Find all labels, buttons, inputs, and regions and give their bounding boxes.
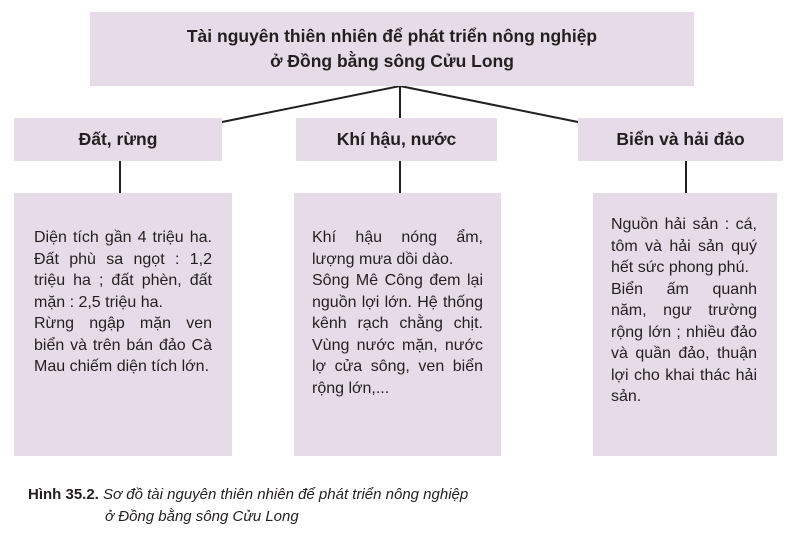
diagram-title-line1: Tài nguyên thiên nhiên để phát triển nông nghiệp [186,26,598,46]
category-label: Biển và hải đảo [616,129,745,149]
detail-paragraph: Diện tích gần 4 triệu ha. Đất phù sa ngọt : 1,2 triệu ha ; đất phèn, đất mặn : 2,5 triệu ha. [34,229,212,311]
detail-box-khi-hau-nuoc [294,193,501,456]
figure-caption-line1: Sơ đồ tài nguyên thiên nhiên để phát triển nông nghiệp [103,486,469,503]
category-box-bien-hai-dao [578,118,783,161]
category-label: Khí hậu, nước [336,129,457,149]
detail-paragraph: Biển ấm quanh năm, ngư trường rộng lớn ; nhiều đảo và quần đảo, thuận lợi cho khai thác hải sản. [611,280,757,405]
category-box-khi-hau-nuoc [296,118,497,161]
diagram-title-line2: ở Đồng bằng sông Cửu Long [270,51,514,71]
detail-box-dat-rung [14,193,232,456]
figure-caption [28,484,468,528]
detail-paragraph: Nguồn hải sản : cá, tôm và hải sản quý hết sức phong phú. [611,216,757,276]
figure-caption-label: Hình 35.2. [28,486,99,503]
category-box-dat-rung [14,118,222,161]
detail-box-bien-hai-dao [593,193,777,456]
connector-line-right [400,86,578,122]
detail-paragraph: Rừng ngập mặn ven biển và trên bán đảo Cà Mau chiếm diện tích lớn. [34,315,212,375]
detail-paragraph: Sông Mê Công đem lại nguồn lợi lớn. Hệ thống kênh rạch chằng chịt. Vùng nước mặn, nước lợ cửa sông, ven biển rộng lớn,... [312,272,483,397]
figure-caption-line2: ở Đồng bằng sông Cửu Long [105,508,299,525]
connector-line-left [222,86,400,122]
detail-paragraph: Khí hậu nóng ẩm, lượng mưa dồi dào. [312,229,483,268]
category-label: Đất, rừng [78,129,158,149]
diagram-title-box [90,12,694,86]
